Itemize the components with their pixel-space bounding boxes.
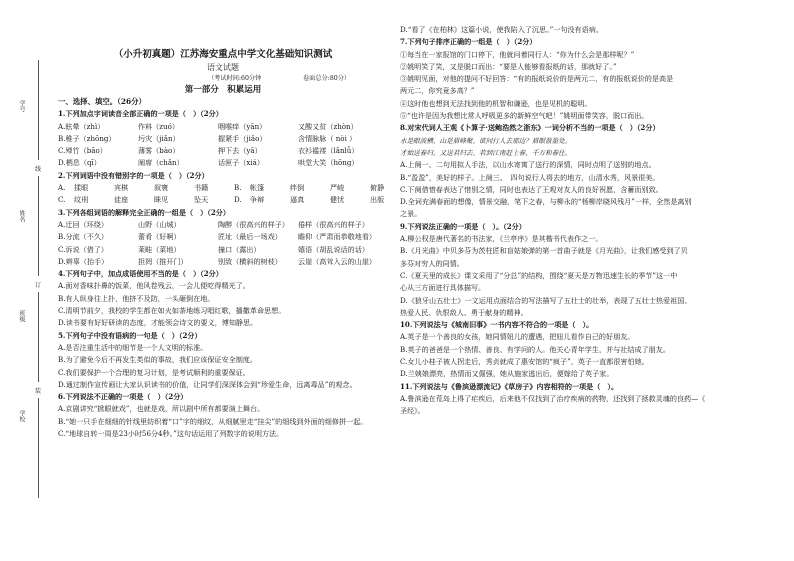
option-cell: 逼真 — [290, 195, 305, 205]
class-label: 班级 — [18, 310, 25, 322]
text-line: 水是眼波横，山是眉峰聚。欲问行人去那边？眉眼盈盈处。 — [400, 136, 572, 145]
option-cell: 衣衫褴褛（lǎnlǚ） — [298, 146, 359, 156]
option-row — [58, 133, 388, 145]
option-cell: 俯静 — [370, 183, 385, 193]
text-line: B.“她一只手在细细的针线里纺织着“口”字的细纹，从细腻里走“挂尖”的细线到外面的细修拼一起。 — [58, 416, 368, 426]
option-cell: 眯见 — [154, 195, 169, 205]
option-row — [58, 244, 388, 256]
option-cell: A. — [58, 183, 66, 193]
option-cell: D.栖息（qī） — [58, 158, 101, 168]
option-cell: C.诉说（借了） — [58, 244, 108, 254]
text-line: C.我们要保护一个合理的复习计划，是考试顺利的重要保证。 — [58, 367, 250, 377]
binding-mark: 订 — [35, 282, 42, 289]
text-line: C.下阕借惜春表达了惜别之情，同时也表达了王观对友人的良好祝愿，含蓄而别致。 — [400, 184, 663, 194]
text-line: C.清明节前夕，我校的学生都在如火如荼地练习唱红歌，播撒革命思想。 — [58, 306, 286, 316]
binding-line — [38, 60, 39, 160]
binding-line — [38, 292, 39, 382]
question-stem: 10.下列说法与《城南旧事》一书内容不符合的一项是（ ）。 — [400, 320, 594, 330]
option-cell: 揉眼 — [74, 183, 89, 193]
option-cell: 瞻仰（严肃而恭敬地看） — [298, 232, 377, 242]
option-cell: 匠址（最后一场戏） — [218, 232, 282, 242]
option-cell: 握紧手（jiǎo） — [218, 133, 267, 143]
text-line: D.读书要有好好研读的态度，才能领会诗文的要义，博知静思。 — [58, 318, 258, 328]
name-label: 姓名 — [18, 210, 25, 222]
text-line: B.英子的爸爸是一个热情、善良、有学问的人。他关心青年学生，并与社结成了朋友。 — [400, 344, 670, 354]
option-cell: C. — [58, 195, 66, 205]
option-cell: 撞口（露出） — [218, 244, 261, 254]
text-line: ①每当在一家报馆的门口停下，他就问着同行人：“你为什么会是那样呢？” — [400, 49, 635, 59]
question-stem: 4.下列句子中，加点成语使用不当的是（ ）（2分） — [58, 269, 223, 279]
option-cell: 阐席（chǎn） — [138, 158, 184, 168]
text-line: A.是否注重生活中的细节是一个人文明的标准。 — [58, 342, 208, 352]
option-cell: 咽喉痒（yān） — [218, 121, 267, 131]
text-line: B.为了避免今后不再发生类似的事故，我们应该保证安全制度。 — [58, 355, 257, 365]
text-line: A.鲁滨逊在荒岛上得了疟疾后，后来他不仅找到了治疗疾病的药物，还找到了拯救灵魂的良药—《 — [400, 393, 706, 403]
option-cell: 坠天 — [194, 195, 209, 205]
option-cell: 押下去（yā） — [218, 146, 262, 156]
option-row — [58, 231, 388, 243]
binding-line — [38, 176, 39, 276]
option-cell: 担罔（推开门） — [138, 256, 188, 266]
right-questions — [400, 24, 786, 418]
text-line: 多芬对穷人的同情。 — [400, 258, 464, 268]
text-line: B.《月光曲》中贝多芬为茨柱匠和盲姑娘弹的第一首曲子就是《月光曲》，让我们感受到了贝 — [400, 246, 688, 256]
option-cell: 纹刑 — [74, 195, 89, 205]
option-cell: 嬉语（胡乱说话的话） — [298, 244, 369, 254]
option-cell: 又酸又贫（zhòn） — [298, 121, 358, 131]
option-cell: 绊倒 — [290, 183, 305, 193]
option-cell: C.殚竹（bāo） — [58, 146, 107, 156]
text-line: C.女儿小桂子被人拐走后，秀贞就成了惠安馆的“疯子”，英子一直都很害怕她。 — [400, 357, 649, 367]
exam-score: 卷面总分:80分） — [303, 75, 351, 82]
option-cell: 严峻 — [330, 183, 345, 193]
option-cell: 话匣子（xiá） — [218, 158, 264, 168]
text-line: C.《夏天里的成长》课文采用了“分总”的结构，围绕“夏天是万物迅速生长的季节”这一中 — [400, 270, 678, 280]
part-title: 第一部分 积累运用 — [184, 85, 262, 95]
text-line: 心从三方面进行具体描写。 — [400, 283, 486, 293]
text-line: 热爱人民、仇恨敌人、勇于献身的精神。 — [400, 307, 528, 317]
subject-title: 语文试题 — [207, 63, 239, 72]
student-id-label: 学号 — [18, 100, 25, 112]
option-cell: 宾棋 — [114, 183, 129, 193]
text-line: D.“看了《在柏林》这篇小说，使我陷入了沉思。”一句没有语病。 — [400, 25, 603, 34]
option-cell: B.稚子（zhōng） — [58, 133, 116, 143]
option-cell: 别致（横斜的树枝） — [218, 256, 282, 266]
text-line: D.全词充满春面的想像，情景交融，笔下之春，与柳永的“杨柳岸晓风残月”一样，全然是离别 — [400, 197, 692, 207]
text-line: D.兰姨娘漂亮，热情而又倔强，她从施家逃出后，便嫁给了英子家。 — [400, 369, 614, 379]
question-stem: 1.下列加点字词读音全部正确的一项是（ ）（2分） — [58, 109, 223, 119]
binding-mark: 装 — [35, 388, 42, 395]
option-row — [58, 256, 388, 268]
option-cell: 山野（山城） — [138, 219, 181, 229]
option-cell: 莱畦（菜地） — [138, 244, 181, 254]
option-row — [58, 157, 388, 169]
option-cell: 倦样（很高兴的样子） — [298, 219, 369, 229]
option-cell: A.眩晕（zhì） — [58, 121, 105, 131]
right-column — [400, 24, 786, 418]
option-cell: 哄堂大笑（hōng） — [298, 158, 359, 168]
question-stem: 2.下列词语中没有错别字的一项是（ ）（2分） — [58, 170, 209, 180]
option-row — [58, 121, 388, 133]
text-line: A.面对香味扑鼻的饭菜，他风卷残云，一会儿便吃得精光了。 — [58, 281, 250, 291]
text-line: ⑤“也许是因为我想比常人呼吸更多的新鲜空气吧！”姚明面带笑容，脱口而出。 — [400, 111, 649, 121]
option-cell: 薄雾（bào） — [138, 146, 180, 156]
text-line: B.“盈盈”，美好的样子。上阕三、 四句说行人将去的地方，山清水秀，风景很美。 — [400, 172, 660, 182]
binding-mark: 线 — [35, 166, 42, 173]
text-line: 才始送春归，又送君归去。若到江南赶上春，千万和春住。 — [400, 148, 572, 157]
text-line: A.英子是一个善良的女孩，她同情妞儿的遭遇，把妞儿看作自己的好朋友。 — [400, 332, 635, 342]
question-stem: 7.下列句子排序正确的一组是（ ）（2分） — [400, 37, 537, 47]
text-line: 圣经》。 — [400, 406, 425, 416]
text-line: C.“地球自转一周是23小时56分4秒。”这句话运用了列数字的说明方法。 — [58, 429, 284, 439]
question-stem: 一、选择、填空。（26分） — [58, 97, 146, 106]
exam-time: （考试时间:60分钟 — [208, 75, 262, 82]
option-cell: 含情脉脉（ nòi ） — [298, 133, 357, 143]
binding-line — [38, 398, 39, 498]
option-row — [58, 182, 388, 194]
question-stem: 5.下列句子中没有语病的一句是（ ）（2分） — [58, 330, 202, 340]
text-line: ③姚明见面，对他的提问不好回答：“有的报纸说价的是两元二，有的报纸说价的是高是 — [400, 74, 674, 84]
text-line: D.《狼牙山五壮士》一文运用点面结合的写法描写了五壮士的壮举，表现了五壮士热爱祖国、 — [400, 295, 692, 305]
question-stem: 6.下列说法不正确的一项是（ ）（2分） — [58, 392, 188, 402]
question-stem: 9.下列说法正确的一项是（ ）。（2分） — [400, 221, 526, 231]
text-line: ②姚明笑了笑，又是脱口而出：“要是人能够看报纸的话，那就好了。” — [400, 61, 617, 71]
text-line: ④这时他也想到无法找到他的机智和谦逊，也是见机的聪明。 — [400, 98, 592, 108]
option-cell: D. — [234, 195, 242, 205]
option-cell: 书籍 — [194, 183, 209, 193]
option-cell: 叙寰 — [154, 183, 169, 193]
text-line: A.上阕一、二句用拟人手法，以山水寄寓了送行的深情，同时点明了送别的地点。 — [400, 160, 656, 170]
text-line: 两元二，你究竟多高？” — [400, 86, 475, 96]
option-cell: B.分流（不久） — [58, 232, 109, 242]
option-cell: 陶醉（很高兴的样子） — [218, 219, 289, 229]
binding-margin — [8, 60, 52, 500]
question-stem: 3.下列各组词语的解释完全正确的一组是（ ）（2分） — [58, 207, 230, 217]
exam-info — [58, 74, 388, 84]
school-label: 学校 — [18, 410, 25, 422]
text-line: A.京剧讲究“掀眼就戏”，也就是戏，所以剧中所有都要演上舞台。 — [58, 404, 265, 414]
option-cell: 云崖（高耸入云的山崖） — [298, 256, 377, 266]
left-questions — [58, 96, 388, 440]
option-cell: D.辫辜（抬手） — [58, 256, 109, 266]
question-stem: 11.下列说法与《鲁滨逊漂流记》《草房子》内容相符的一项是（ ）。 — [400, 381, 619, 391]
option-cell: 出版 — [370, 195, 385, 205]
text-line: A.柳公权是唐代著名的书法家，《兰亭序》是其楷书代表作之一。 — [400, 234, 603, 244]
option-cell: B. — [234, 183, 242, 193]
option-cell: 徒座 — [114, 195, 129, 205]
option-cell: 争辩 — [250, 195, 265, 205]
option-row — [58, 194, 388, 206]
option-cell: 作料（zuó） — [138, 121, 179, 131]
text-line: B.有人纵身往上扑，他挤不及防，一头砸倒在地。 — [58, 293, 215, 303]
option-cell: 圬灾（jiǎn） — [138, 133, 180, 143]
option-cell: 健忧 — [330, 195, 345, 205]
option-cell: 帐篷 — [250, 183, 265, 193]
question-stem: 8.对宋代词人王观《卜算子·送鲍浩然之浙东》一词分析不当的一项是（ ）（2分） — [400, 123, 660, 133]
left-column — [58, 48, 388, 440]
option-cell: A.迁回（环绕） — [58, 219, 108, 229]
option-row — [58, 219, 388, 231]
exam-title: （小升初真题）江苏海安重点中学文化基础知识测试 — [113, 49, 333, 60]
option-row — [58, 145, 388, 157]
option-cell: 蕾肴（好啊） — [138, 232, 181, 242]
text-line: D.通过制作宣传画让大家认识读书的价值，让同学们深深体会到“珍爱生命，远离毒品”的观念。 — [58, 379, 357, 389]
text-line: 之景。 — [400, 209, 422, 219]
